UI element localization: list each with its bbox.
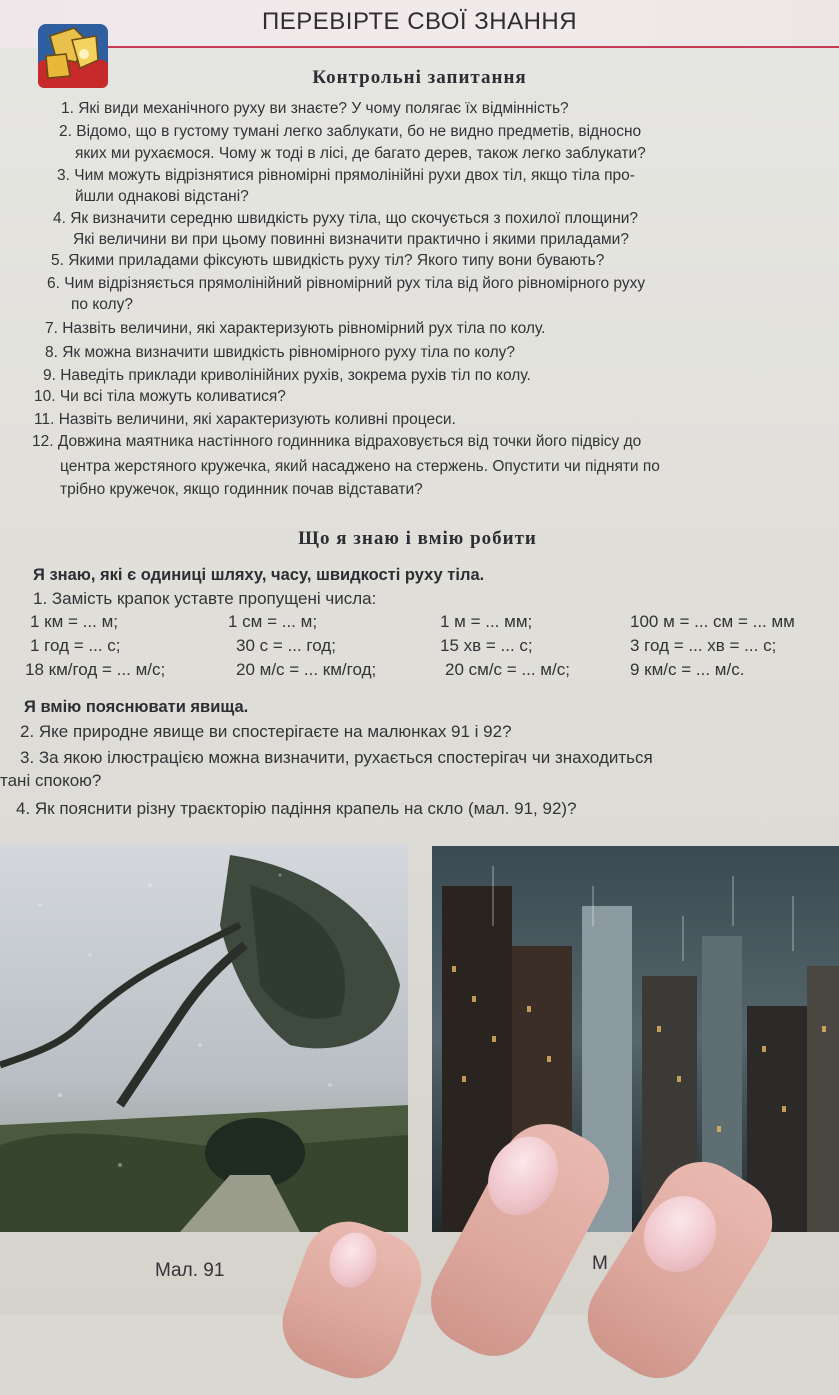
- task-line: 1. Замість крапок уставте пропущені числа:: [33, 589, 377, 608]
- question-line: 3. Чим можуть відрізнятися рівномірні прямолінійні рухи двох тіл, якщо тіла про-: [57, 167, 635, 184]
- question-line: 6. Чим відрізняється прямолінійний рівномірний рух тіла від його рівномірного руху: [47, 275, 646, 292]
- can-heading: Я вмію пояснювати явища.: [24, 698, 249, 716]
- question-line: по колу?: [71, 296, 133, 313]
- control-questions-title: Контрольні запитання: [312, 67, 527, 88]
- question-line: трібно кружечок, якщо годинник почав відставати?: [60, 481, 423, 498]
- question-line: 5. Якими приладами фіксують швидкість руху тіл? Якого типу вони бувають?: [51, 252, 605, 269]
- task-line: 2. Яке природне явище ви спостерігаєте на малюнках 91 і 92?: [20, 722, 512, 741]
- units-cell: 9 км/с = ... м/с.: [630, 660, 745, 679]
- units-cell: 1 год = ... с;: [30, 636, 121, 655]
- units-cell: 1 км = ... м;: [30, 612, 118, 631]
- question-line: 9. Наведіть приклади криволінійних рухів, зокрема рухів тіл по колу.: [43, 367, 531, 384]
- figure-92-caption: М: [592, 1253, 608, 1274]
- know-heading: Я знаю, які є одиниці шляху, часу, швидкості руху тіла.: [33, 566, 485, 584]
- question-line: 4. Як визначити середню швидкість руху тіла, що скочується з похилої площини?: [53, 210, 639, 227]
- question-line: 10. Чи всі тіла можуть коливатися?: [34, 388, 286, 405]
- question-line: яких ми рухаємося. Чому ж тоді в лісі, де багато дерев, також легко заблукати?: [75, 145, 646, 162]
- units-cell: 30 с = ... год;: [236, 636, 336, 655]
- units-cell: 1 см = ... м;: [228, 612, 318, 631]
- know-and-can-title: Що я знаю і вмію робити: [298, 528, 537, 549]
- units-cell: 100 м = ... см = ... мм: [630, 612, 795, 631]
- units-cell: 20 м/с = ... км/год;: [236, 660, 377, 679]
- question-line: 1. Які види механічного руху ви знаєте? У чому полягає їх відмінність?: [61, 100, 569, 117]
- task-line: тані спокою?: [0, 771, 102, 790]
- units-cell: 3 год = ... хв = ... с;: [630, 636, 777, 655]
- units-cell: 15 хв = ... с;: [440, 636, 533, 655]
- question-line: 8. Як можна визначити швидкість рівномірного руху тіла по колу?: [45, 344, 516, 361]
- question-line: центра жерстяного кружечка, який насаджено на стержень. Опустити чи підняти по: [60, 458, 660, 475]
- task-line: 3. За якою ілюстрацією можна визначити, рухається спостерігач чи знаходиться: [20, 748, 653, 767]
- figure-91-image: [0, 845, 408, 1232]
- section-title: ПЕРЕВІРТЕ СВОЇ ЗНАННЯ: [262, 8, 578, 35]
- units-cell: 20 см/с = ... м/с;: [445, 660, 570, 679]
- question-line: Які величини ви при цьому повинні визначити практично і якими приладами?: [73, 231, 629, 248]
- figure-91-caption: Мал. 91: [155, 1260, 225, 1281]
- question-line: 11. Назвіть величини, які характеризують коливні процеси.: [34, 411, 456, 428]
- units-cell: 1 м = ... мм;: [440, 612, 533, 631]
- question-line: йшли однакові відстані?: [75, 188, 249, 205]
- question-line: 2. Відомо, що в густому тумані легко заблукати, бо не видно предметів, відносно: [59, 123, 642, 140]
- question-line: 12. Довжина маятника настінного годинника відраховується від точки його підвісу до: [32, 433, 642, 450]
- header-rule: [95, 46, 839, 48]
- units-cell: 18 км/год = ... м/с;: [25, 660, 166, 679]
- question-line: 7. Назвіть величини, які характеризують рівномірний рух тіла по колу.: [45, 320, 546, 337]
- task-line: 4. Як пояснити різну траєкторію падіння крапель на скло (мал. 91, 92)?: [16, 799, 577, 818]
